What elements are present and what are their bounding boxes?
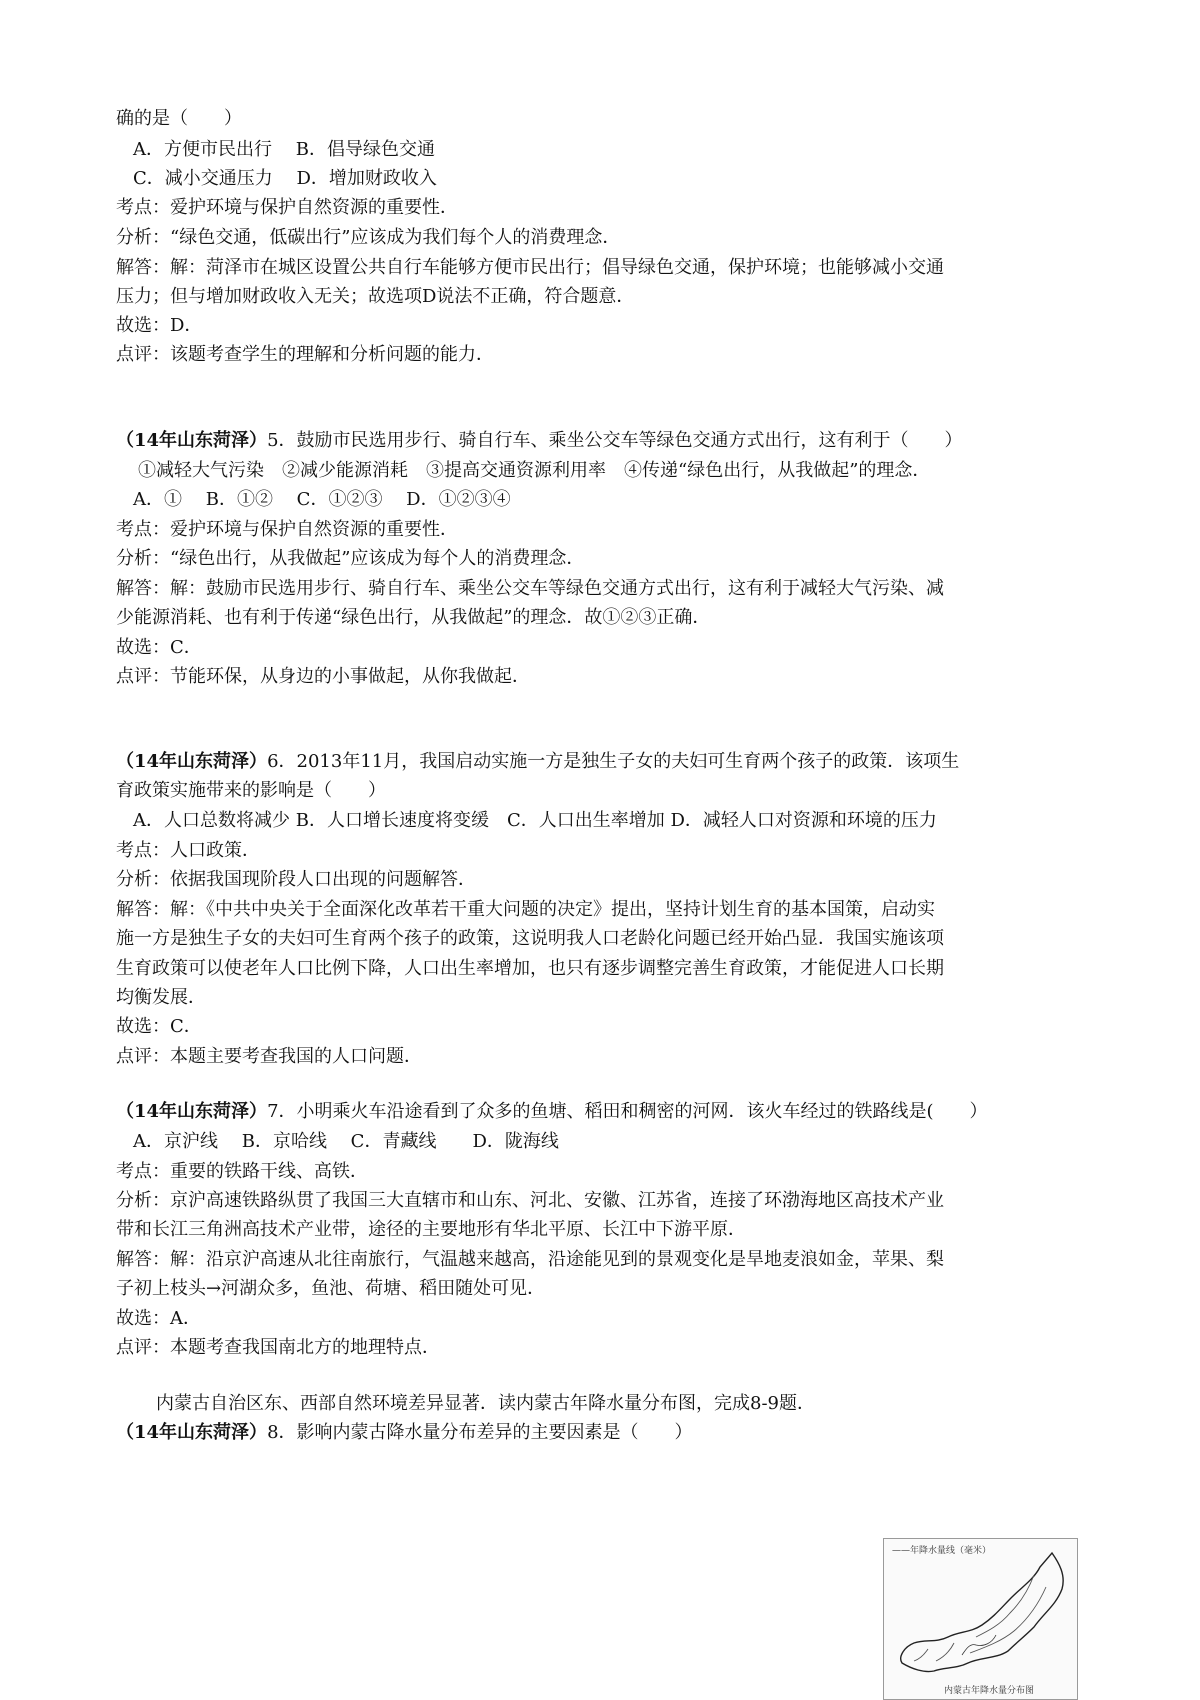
q4-options-ab: A．方便市民出行 B．倡导绿色交通 (133, 139, 435, 160)
q4-guxuan: 故选：D． (116, 315, 203, 336)
precipitation-map-figure (883, 1538, 1078, 1700)
q6-jieda-line2: 施一方是独生子女的夫妇可生育两个孩子的政策，这说明我人口老龄化问题已经开始凸显．我国实施该项 (116, 928, 944, 949)
q4-kaodian: 考点：爱护环境与保护自然资源的重要性． (116, 197, 458, 218)
q5-options: A．① B．①② C．①②③ D．①②③④ (133, 489, 511, 510)
q7-guxuan: 故选：A． (116, 1308, 201, 1329)
q6-dianping: 点评：本题主要考查我国的人口问题． (116, 1046, 422, 1067)
q7-options: A．京沪线 B．京哈线 C．青藏线 D．陇海线 (133, 1131, 559, 1152)
isohyet-line-2 (970, 1587, 1046, 1653)
q8-stem (116, 1420, 693, 1446)
q8-source: （14年山东菏泽） (116, 1422, 268, 1443)
q6-jieda-line4: 均衡发展． (116, 987, 206, 1008)
q6-stem (116, 749, 959, 775)
q6-fenxi: 分析：依据我国现阶段人口出现的问题解答． (116, 869, 476, 890)
q5-dianping: 点评：节能环保，从身边的小事做起，从你我做起． (116, 666, 530, 687)
q4-jieda-line2: 压力；但与增加财政收入无关；故选项D说法不正确，符合题意． (116, 286, 635, 307)
q7-kaodian: 考点：重要的铁路干线、高铁． (116, 1161, 368, 1182)
q7-dianping: 点评：本题考查我国南北方的地理特点． (116, 1337, 440, 1358)
q6-guxuan: 故选：C． (116, 1016, 202, 1037)
q6-stem-line2: 育政策实施带来的影响是（ ） (116, 780, 386, 801)
q6-kaodian: 考点：人口政策． (116, 840, 260, 861)
q5-stem (116, 428, 963, 454)
q7-source: （14年山东菏泽） (116, 1101, 268, 1122)
q4-fenxi: 分析：“绿色交通，低碳出行”应该成为我们每个人的消费理念． (116, 227, 621, 248)
q6-options: A．人口总数将减少 B．人口增长速度将变缓 C．人口出生率增加 D．减轻人口对资源和环境的压力 (133, 810, 937, 831)
q5-fenxi: 分析：“绿色出行，从我做起”应该成为每个人的消费理念． (116, 548, 585, 569)
q4-options-cd: C．减小交通压力 D．增加财政收入 (133, 168, 437, 189)
map-caption: 内蒙古年降水量分布图 (944, 1686, 1035, 1696)
q6-source: （14年山东菏泽） (116, 751, 268, 772)
isohyet-line-3 (936, 1643, 954, 1661)
q4-stem-tail: 确的是（ ） (116, 108, 242, 129)
inner-mongolia-outline-map (884, 1539, 1078, 1700)
q5-kaodian: 考点：爱护环境与保护自然资源的重要性． (116, 519, 458, 540)
q6-jieda-line1: 解答：解：《中共中央关于全面深化改革若干重大问题的决定》提出，坚持计划生育的基本国策，启动实 (116, 899, 935, 920)
q7-stem-text: 7．小明乘火车沿途看到了众多的鱼塘、稻田和稠密的河网．该火车经过的铁路线是( ） (267, 1101, 988, 1122)
q7-fenxi-line1: 分析：京沪高速铁路纵贯了我国三大直辖市和山东、河北、安徽、江苏省，连接了环渤海地区高技术产业 (116, 1190, 944, 1211)
q5-items: ①减轻大气污染 ②减少能源消耗 ③提高交通资源利用率 ④传递“绿色出行，从我做起”的理念． (138, 460, 931, 481)
q4-dianping: 点评：该题考查学生的理解和分析问题的能力． (116, 344, 494, 365)
q5-jieda-line2: 少能源消耗、也有利于传递“绿色出行，从我做起”的理念．故①②③正确． (116, 607, 711, 628)
q8-9-intro: 内蒙古自治区东、西部自然环境差异显著．读内蒙古年降水量分布图，完成8-9题． (156, 1393, 815, 1414)
isohyet-line-4 (914, 1649, 928, 1661)
q5-source: （14年山东菏泽） (116, 430, 268, 451)
q6-stem-text: 6．2013年11月，我国启动实施一方是独生子女的夫妇可生育两个孩子的政策．该项生 (267, 751, 960, 772)
region-outline (901, 1553, 1063, 1672)
map-legend: ——年降水量线（毫米） (892, 1546, 992, 1556)
q5-guxuan: 故选：C． (116, 637, 202, 658)
q7-stem (116, 1099, 988, 1125)
q7-jieda-line2: 子初上枝头→河湖众多，鱼池、荷塘、稻田随处可见． (116, 1278, 546, 1299)
q5-stem-text: 5．鼓励市民选用步行、骑自行车、乘坐公交车等绿色交通方式出行，这有利于（ ） (267, 430, 963, 451)
q4-jieda-line1: 解答：解：菏泽市在城区设置公共自行车能够方便市民出行；倡导绿色交通，保护环境；也能够减小交通 (116, 257, 944, 278)
q7-jieda-line1: 解答：解：沿京沪高速从北往南旅行，气温越来越高，沿途能见到的景观变化是旱地麦浪如金，苹果、梨 (116, 1249, 944, 1270)
q6-jieda-line3: 生育政策可以使老年人口比例下降，人口出生率增加，也只有逐步调整完善生育政策，才能促进人口长期 (116, 958, 944, 979)
q8-stem-text: 8．影响内蒙古降水量分布差异的主要因素是（ ） (267, 1422, 693, 1443)
q5-jieda-line1: 解答：解：鼓励市民选用步行、骑自行车、乘坐公交车等绿色交通方式出行，这有利于减轻大气污染、减 (116, 578, 944, 599)
q7-fenxi-line2: 带和长江三角洲高技术产业带，途径的主要地形有华北平原、长江中下游平原． (116, 1219, 746, 1240)
